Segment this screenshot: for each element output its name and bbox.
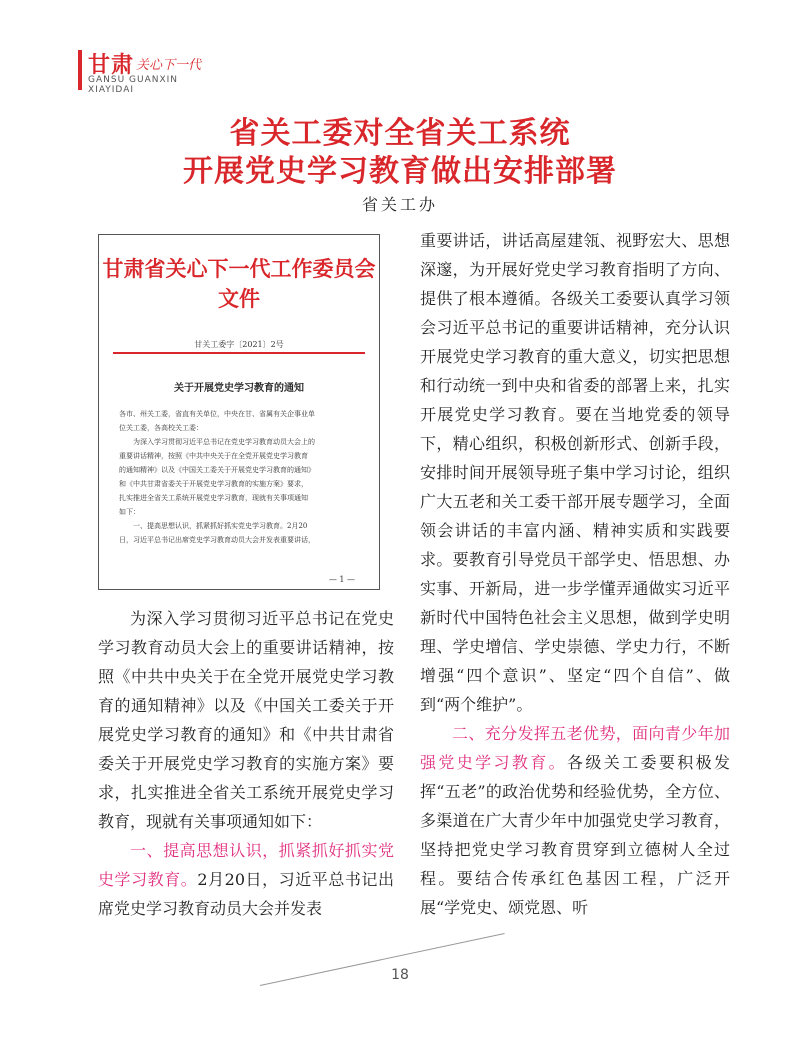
logo-bar xyxy=(78,50,82,90)
document-line: 如下： xyxy=(119,508,140,516)
document-body xyxy=(119,407,361,547)
body-text: 各级关工委要积极发挥“五老”的政治优势和经验优势，全方位、多渠道在广大青少年中加强党史学习教育，坚持把党史学习教育贯穿到立德树人全过程。要结合传承红色基因工程，广泛开展“学党史、颂党恩、听 xyxy=(420,753,730,917)
logo-sub-text: 关心下一代 xyxy=(136,58,202,73)
document-line: 和《中共甘肃省委关于开展党史学习教育的实施方案》要求， xyxy=(119,480,308,488)
document-heading: 甘肃省关心下一代工作委员会文件 xyxy=(102,256,376,311)
document-line: 日，习近平总书记出席党史学习教育动员大会并发表重要讲话， xyxy=(119,536,315,544)
logo-main-text: 甘肃 xyxy=(88,52,135,78)
document-line: 位关工委，各高校关工委： xyxy=(119,424,203,432)
document-red-rule xyxy=(113,352,365,354)
article-author: 省关工办 xyxy=(361,195,438,214)
body-paragraph: 重要讲话，讲话高屋建瓴、视野宏大、思想深邃，为开展好党史学习教育指明了方向、提供了根本遵循。各级关工委要认真学习领会习近平总书记的重要讲话精神，充分认识开展党史学习教育的重大意义，切实把思想和行动统一到中央和省委的部署上来，扎实开展党史学习教育。要在当地党委的领导下，精心组织，积极创新形式、创新手段，安排时间开展领导班子集中学习讨论，组织广大五老和关工委干部开展专题学习，全面领会讲话的丰富内涵、精神实质和实践要求。要教育引导党员干部学史、悟思想、办实事、开新局，进一步学懂弄通做实习近平新时代中国特色社会主义思想，做到学史明理、学史增信、学史崇德、学史力行，不断增强“四个意识”、坚定“四个自信”、做到“两个维护”。 xyxy=(420,231,730,714)
section-heading: 一、提高思想认识，抓紧抓好抓实党史学习教育。 xyxy=(98,841,394,889)
magazine-logo xyxy=(78,48,218,96)
page-number: 18 xyxy=(391,967,409,983)
logo-english-line1: GANSU GUANXIN xyxy=(88,75,179,85)
document-page-mark: — 1 — xyxy=(328,575,355,584)
body-text: 2月20日，习近平总书记出席党史学习教育动员大会并发表 xyxy=(98,870,394,918)
article-title-line1: 省关工委对全省关工系统 xyxy=(229,116,571,151)
body-paragraph xyxy=(420,719,730,922)
body-paragraph xyxy=(98,836,394,923)
document-line: 扎实推进全省关工系统开展党史学习教育，现就有关事项通知 xyxy=(119,494,308,502)
article-title-line2: 开展党史学习教育做出安排部署 xyxy=(183,154,617,189)
body-paragraph: 为深入学习贯彻习近平总书记在党史学习教育动员大会上的重要讲话精神，按照《中共中央关于在全党开展党史学习教育的通知精神》以及《中国关工委关于开展党史学习教育的通知》和《中共甘肃省委关于开展党史学习教育的实施方案》要求，扎实推进全省关工系统开展党史学习教育，现就有关事项通知如下： xyxy=(98,609,394,831)
document-image xyxy=(98,234,380,590)
document-line: 各市、州关工委，省直有关单位，中央在甘、省属有关企事业单 xyxy=(119,410,315,418)
section-heading: 二、充分发挥五老优势，面向青少年加强党史学习教育。 xyxy=(420,724,730,772)
document-line: 的通知精神》以及《中国关工委关于开展党史学习教育的通知》 xyxy=(119,466,315,474)
document-line: 一、提高思想认识，抓紧抓好抓实党史学习教育。2月20 xyxy=(119,522,308,530)
body-column-left xyxy=(98,604,394,923)
body-column-right xyxy=(420,226,730,922)
document-line: 重要讲话精神，按照《中共中央关于在全党开展党史学习教育 xyxy=(119,452,308,460)
document-number: 甘关工委字〔2021〕2号 xyxy=(194,340,284,349)
logo-english-line2: XIAYIDAI xyxy=(88,85,135,95)
document-line: 为深入学习贯彻习近平总书记在党史学习教育动员大会上的 xyxy=(119,438,315,446)
document-subtitle: 关于开展党史学习教育的通知 xyxy=(174,383,304,394)
